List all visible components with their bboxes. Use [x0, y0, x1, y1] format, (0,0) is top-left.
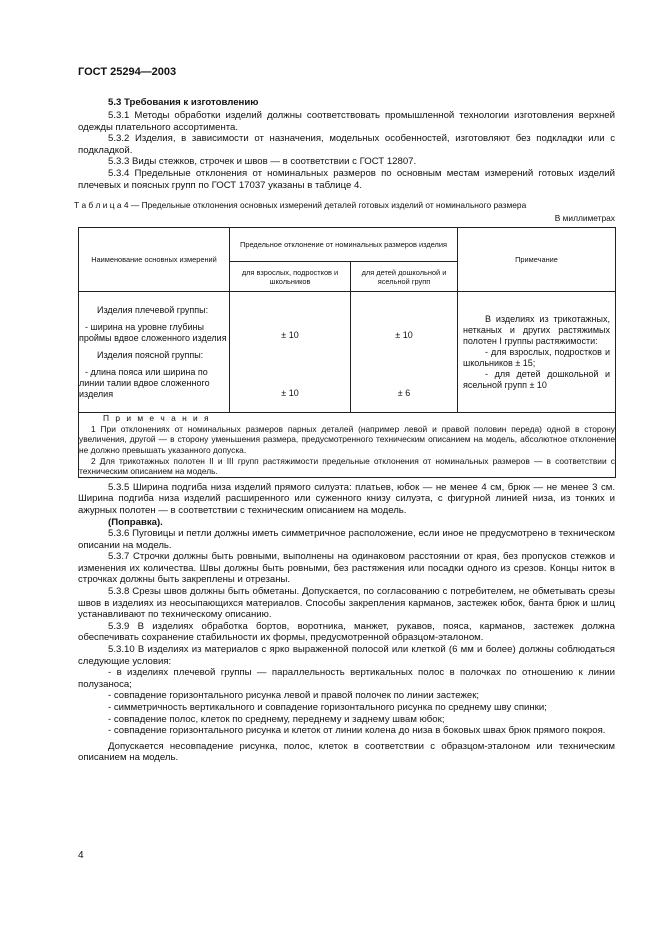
condition-3: - симметричность вертикального и совпадение горизонтального рисунка по среднему шву спинки; — [108, 702, 547, 713]
paragraph-5-3-5: 5.3.5 Ширина подгиба низа изделий прямого силуэта: платьев, юбок — не менее 4 см, брюк — не менее 3 см. Ширина подгиба низа изделий расширенного или суженного книзу силуэта, с фигурной линией низа, из тонких и ажурных полотен — в соответствии с техническим описанием на модель. — [78, 481, 615, 516]
paragraph-5-3-1: 5.3.1 Методы обработки изделий должны соответствовать промышленной технологии изготовления верхней одежды плательного ассортимента. — [78, 110, 615, 133]
paragraph-5-3-3: 5.3.3 Виды стежков, строчек и швов — в соответствии с ГОСТ 12807. — [108, 156, 417, 168]
section-title: 5.3 Требования к изготовлению — [108, 97, 259, 108]
paragraph-5-3-10: 5.3.10 В изделиях из материалов с ярко выраженной полосой или клеткой (6 мм и более) должны соблюдаться следующие условия: — [78, 644, 615, 667]
measurement-cell — [79, 292, 230, 413]
child-values-cell — [351, 292, 458, 413]
table-notes — [79, 413, 616, 478]
notes-title: П р и м е ч а н и я — [103, 413, 211, 424]
header-deviation: Предельное отклонение от номинальных размеров изделия — [230, 228, 458, 262]
header-measurement-name: Наименование основных измерений — [79, 228, 230, 292]
waist-group-label: Изделия поясной группы: — [97, 349, 204, 360]
condition-4: - совпадение полос, клеток по среднему, переднему и заднему швам юбок; — [108, 713, 445, 725]
waist-child-value: ± 6 — [397, 388, 411, 399]
condition-5: - совпадение горизонтального рисунка и клеток от линии колена до низа в боковых швах брюк прямого покроя. — [108, 725, 606, 737]
note-1: 1 При отклонениях от номинальных размеров парных деталей (например левой и правой половин переда) одной в сторону увеличения, другой — в сторону уменьшения размера, предусмотренного техническим описанием на модель, абсолютное отклонение не должно превышать указанного допуска. — [79, 423, 615, 455]
shoulder-child-value: ± 10 — [395, 330, 413, 341]
table-caption: Т а б л и ц а 4 — Предельные отклонения основных измерений деталей готовых изделий от номинального размера — [74, 200, 527, 211]
note-child: - для детей дошкольной и ясельной групп ± 10 — [463, 368, 610, 390]
paragraph-5-3-7: 5.3.7 Строчки должны быть ровными, выполнены на одинаковом расстоянии от края, без пропусков стежков и изменения их количества. Швы должны быть ровными, без растяжения или посадки одного из срезов. Концы ниток в строчках должны быть закреплены и отрезаны. — [78, 551, 615, 586]
table-4 — [78, 227, 616, 478]
page-number: 4 — [78, 850, 84, 861]
shoulder-group-label: Изделия плечевой группы: — [97, 304, 209, 315]
shoulder-width-item: - ширина на уровне глубины проймы вдвое сложенного изделия — [79, 321, 227, 343]
condition-1: - в изделиях плечевой группы — параллельность вертикальных полос в полочках по отношению к линии полузаноса; — [78, 667, 615, 690]
waist-adult-value: ± 10 — [281, 388, 299, 399]
paragraph-5-3-6: 5.3.6 Пуговицы и петли должны иметь симметричное расположение, если иное не предусмотрено в техническом описании на модель. — [78, 528, 615, 551]
waist-length-item: - длина пояса или ширина по линии талии вдвое сложенного изделия — [79, 366, 210, 399]
correction-note: (Поправка). — [108, 516, 163, 528]
note-2: 2 Для трикотажных полотен II и III групп растяжимости предельные отклонения от номинальных размеров — в соответствии с техническим описанием на модель. — [79, 455, 615, 477]
note-main: В изделиях из трикотажных, нетканых и других растяжимых полотен I группы растяжимости: — [463, 313, 610, 346]
note-adult: - для взрослых, подростков и школьников ± 15; — [463, 346, 610, 368]
final-paragraph: Допускается несовпадение рисунка, полос, клеток в соответствии с образцом-эталоном или техническим описанием на модель. — [78, 740, 615, 764]
header-note: Примечание — [458, 228, 616, 292]
condition-2: - совпадение горизонтального рисунка левой и правой полочек по линии застежек; — [108, 690, 480, 702]
paragraph-5-3-8: 5.3.8 Срезы швов должны быть обметаны. Допускается, по согласованию с потребителем, не обметывать срезы швов в изделиях из неосыпающихся материалов. Способы закрепления карманов, застежек юбок, банта брюк и шлиц устанавливают по техническому описанию. — [78, 586, 615, 621]
shoulder-adult-value: ± 10 — [281, 330, 299, 341]
header-adults: для взрослых, подростков и школьников — [230, 262, 351, 292]
header-children: для детей дошкольной и ясельной групп — [351, 262, 458, 292]
table-units: В миллиметрах — [554, 213, 615, 224]
paragraph-5-3-2: 5.3.2 Изделия, в зависимости от назначения, модельных особенностей, изготовляют без подкладки или с подкладкой. — [78, 133, 615, 156]
paragraph-5-3-4: 5.3.4 Предельные отклонения от номинальных размеров по основным местам измерений готовых изделий плечевых и поясных групп по ГОСТ 17037 указаны в таблице 4. — [78, 167, 615, 191]
page-content — [74, 97, 615, 764]
standard-header: ГОСТ 25294—2003 — [78, 66, 177, 78]
paragraph-5-3-9: 5.3.9 В изделиях обработка бортов, воротника, манжет, рукавов, пояса, карманов, застежек должна обеспечивать сохранение стабильности их формы, предусмотренной образцом-эталоном. — [78, 620, 615, 644]
adult-values-cell — [230, 292, 351, 413]
note-cell — [458, 292, 616, 413]
